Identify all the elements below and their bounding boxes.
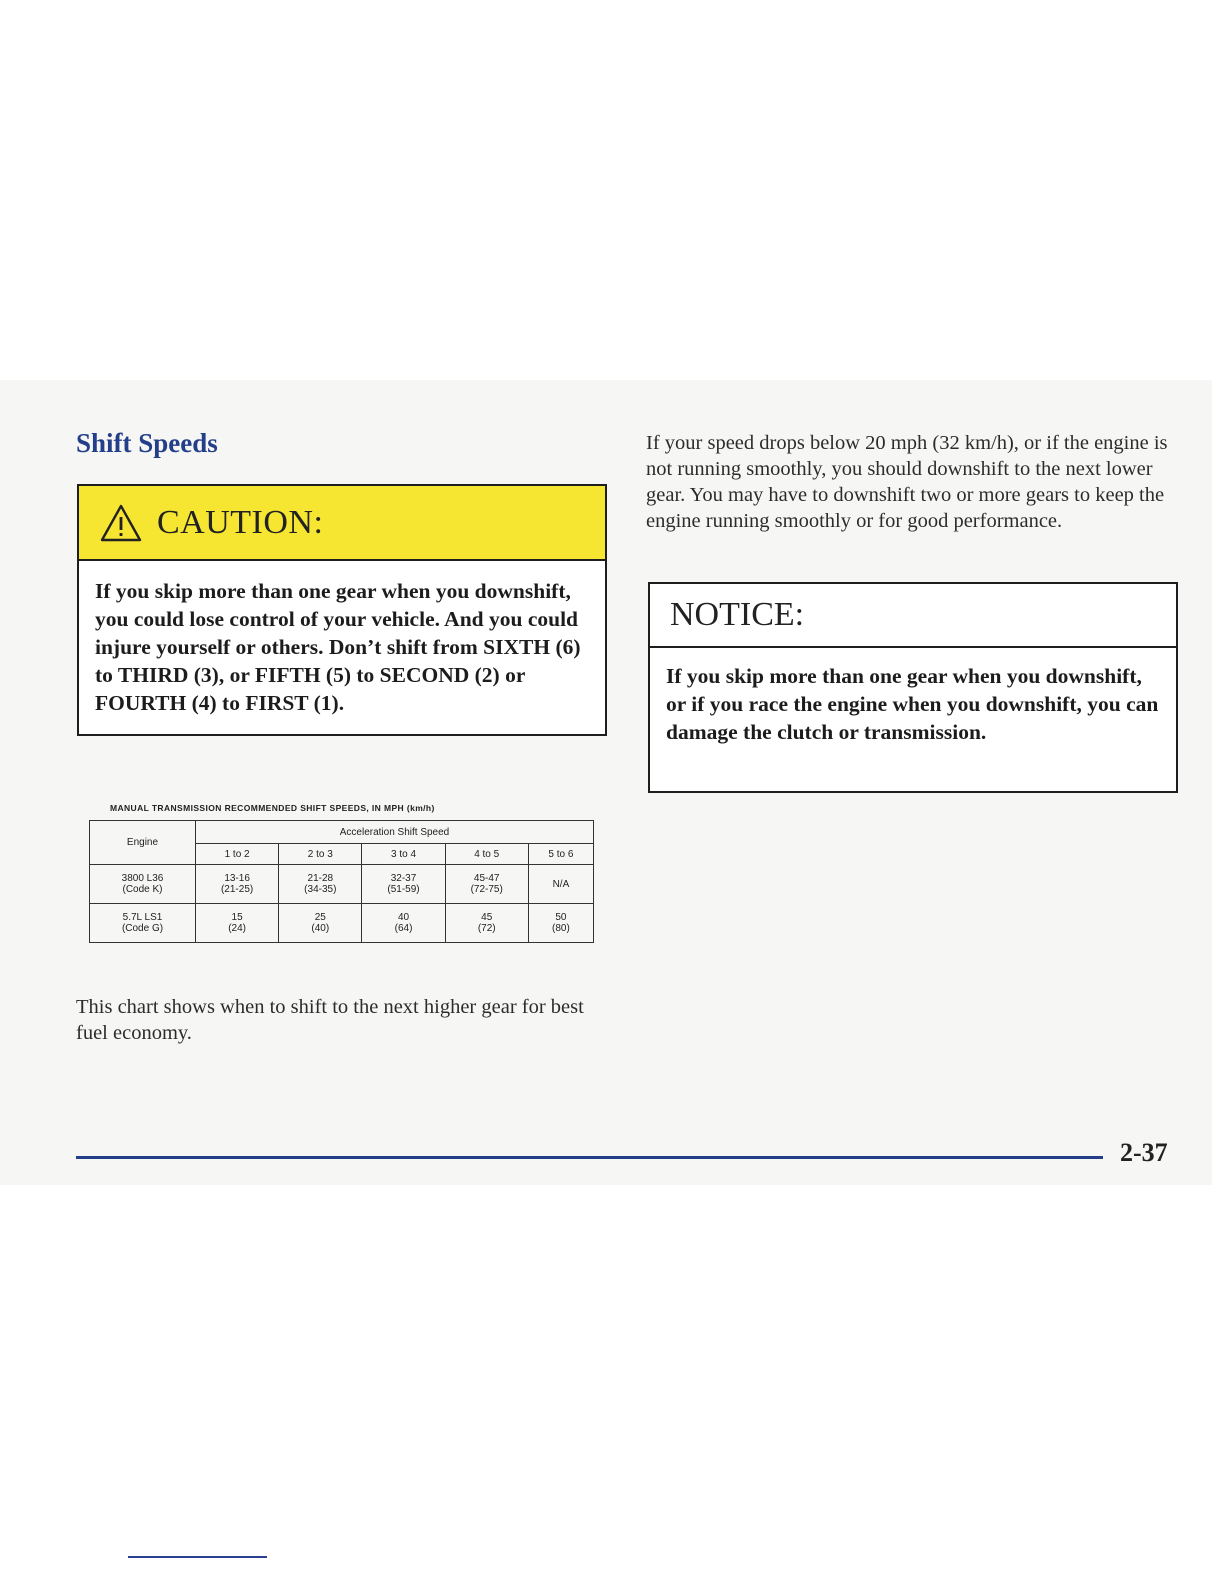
chart-note: This chart shows when to shift to the next higher gear for best fuel economy.	[76, 996, 584, 1044]
table-caption: MANUAL TRANSMISSION RECOMMENDED SHIFT SPEEDS, IN MPH (km/h)	[110, 803, 435, 813]
engine-cell: 3800 L36 (Code K)	[90, 865, 196, 904]
engine-cell: 5.7L LS1 (Code G)	[90, 904, 196, 943]
warning-triangle-icon	[99, 503, 143, 543]
column-header: 4 to 5	[445, 844, 528, 865]
page-number: 2-37	[1120, 1138, 1168, 1167]
speed-cell: 32-37 (51-59)	[362, 865, 445, 904]
column-header: 1 to 2	[196, 844, 279, 865]
bottom-divider	[128, 1556, 267, 1558]
table-row	[90, 904, 594, 943]
column-header: 3 to 4	[362, 844, 445, 865]
speed-cell: 13-16 (21-25)	[196, 865, 279, 904]
section-title: Shift Speeds	[76, 428, 218, 458]
notice-label: NOTICE:	[670, 596, 805, 633]
speed-cell: 25 (40)	[279, 904, 362, 943]
column-header: 2 to 3	[279, 844, 362, 865]
notice-text: If you skip more than one gear when you downshift, or if you race the engine when you downshift, you can damage the clutch or transmission.	[666, 664, 1159, 744]
speed-cell: 21-28 (34-35)	[279, 865, 362, 904]
shift-speed-table	[89, 820, 594, 943]
column-header: 5 to 6	[528, 844, 593, 865]
speed-cell: N/A	[528, 865, 593, 904]
downshift-paragraph: If your speed drops below 20 mph (32 km/h), or if the engine is not running smoothly, you should downshift to the next lower gear. You may have to downshift two or more gears to keep the engine running smoothly or for good performance.	[646, 432, 1168, 532]
notice-box	[648, 582, 1178, 793]
speed-cell: 50 (80)	[528, 904, 593, 943]
caution-box	[77, 484, 607, 736]
caution-header	[79, 486, 605, 561]
engine-header: Engine	[90, 821, 196, 865]
speed-cell: 15 (24)	[196, 904, 279, 943]
speed-cell: 45 (72)	[445, 904, 528, 943]
notice-header	[650, 584, 1176, 648]
caution-label: CAUTION:	[157, 503, 324, 541]
speed-cell: 40 (64)	[362, 904, 445, 943]
acceleration-header: Acceleration Shift Speed	[196, 821, 594, 844]
footer-rule	[76, 1156, 1103, 1159]
table-row	[90, 865, 594, 904]
speed-cell: 45-47 (72-75)	[445, 865, 528, 904]
caution-text: If you skip more than one gear when you downshift, you could lose control of your vehicle. And you could injure yourself or others. Don’t shift from SIXTH (6) to THIRD (3), or FIFTH (5) to SECOND (2) or FOURTH (4) to FIRST (1).	[95, 579, 581, 715]
